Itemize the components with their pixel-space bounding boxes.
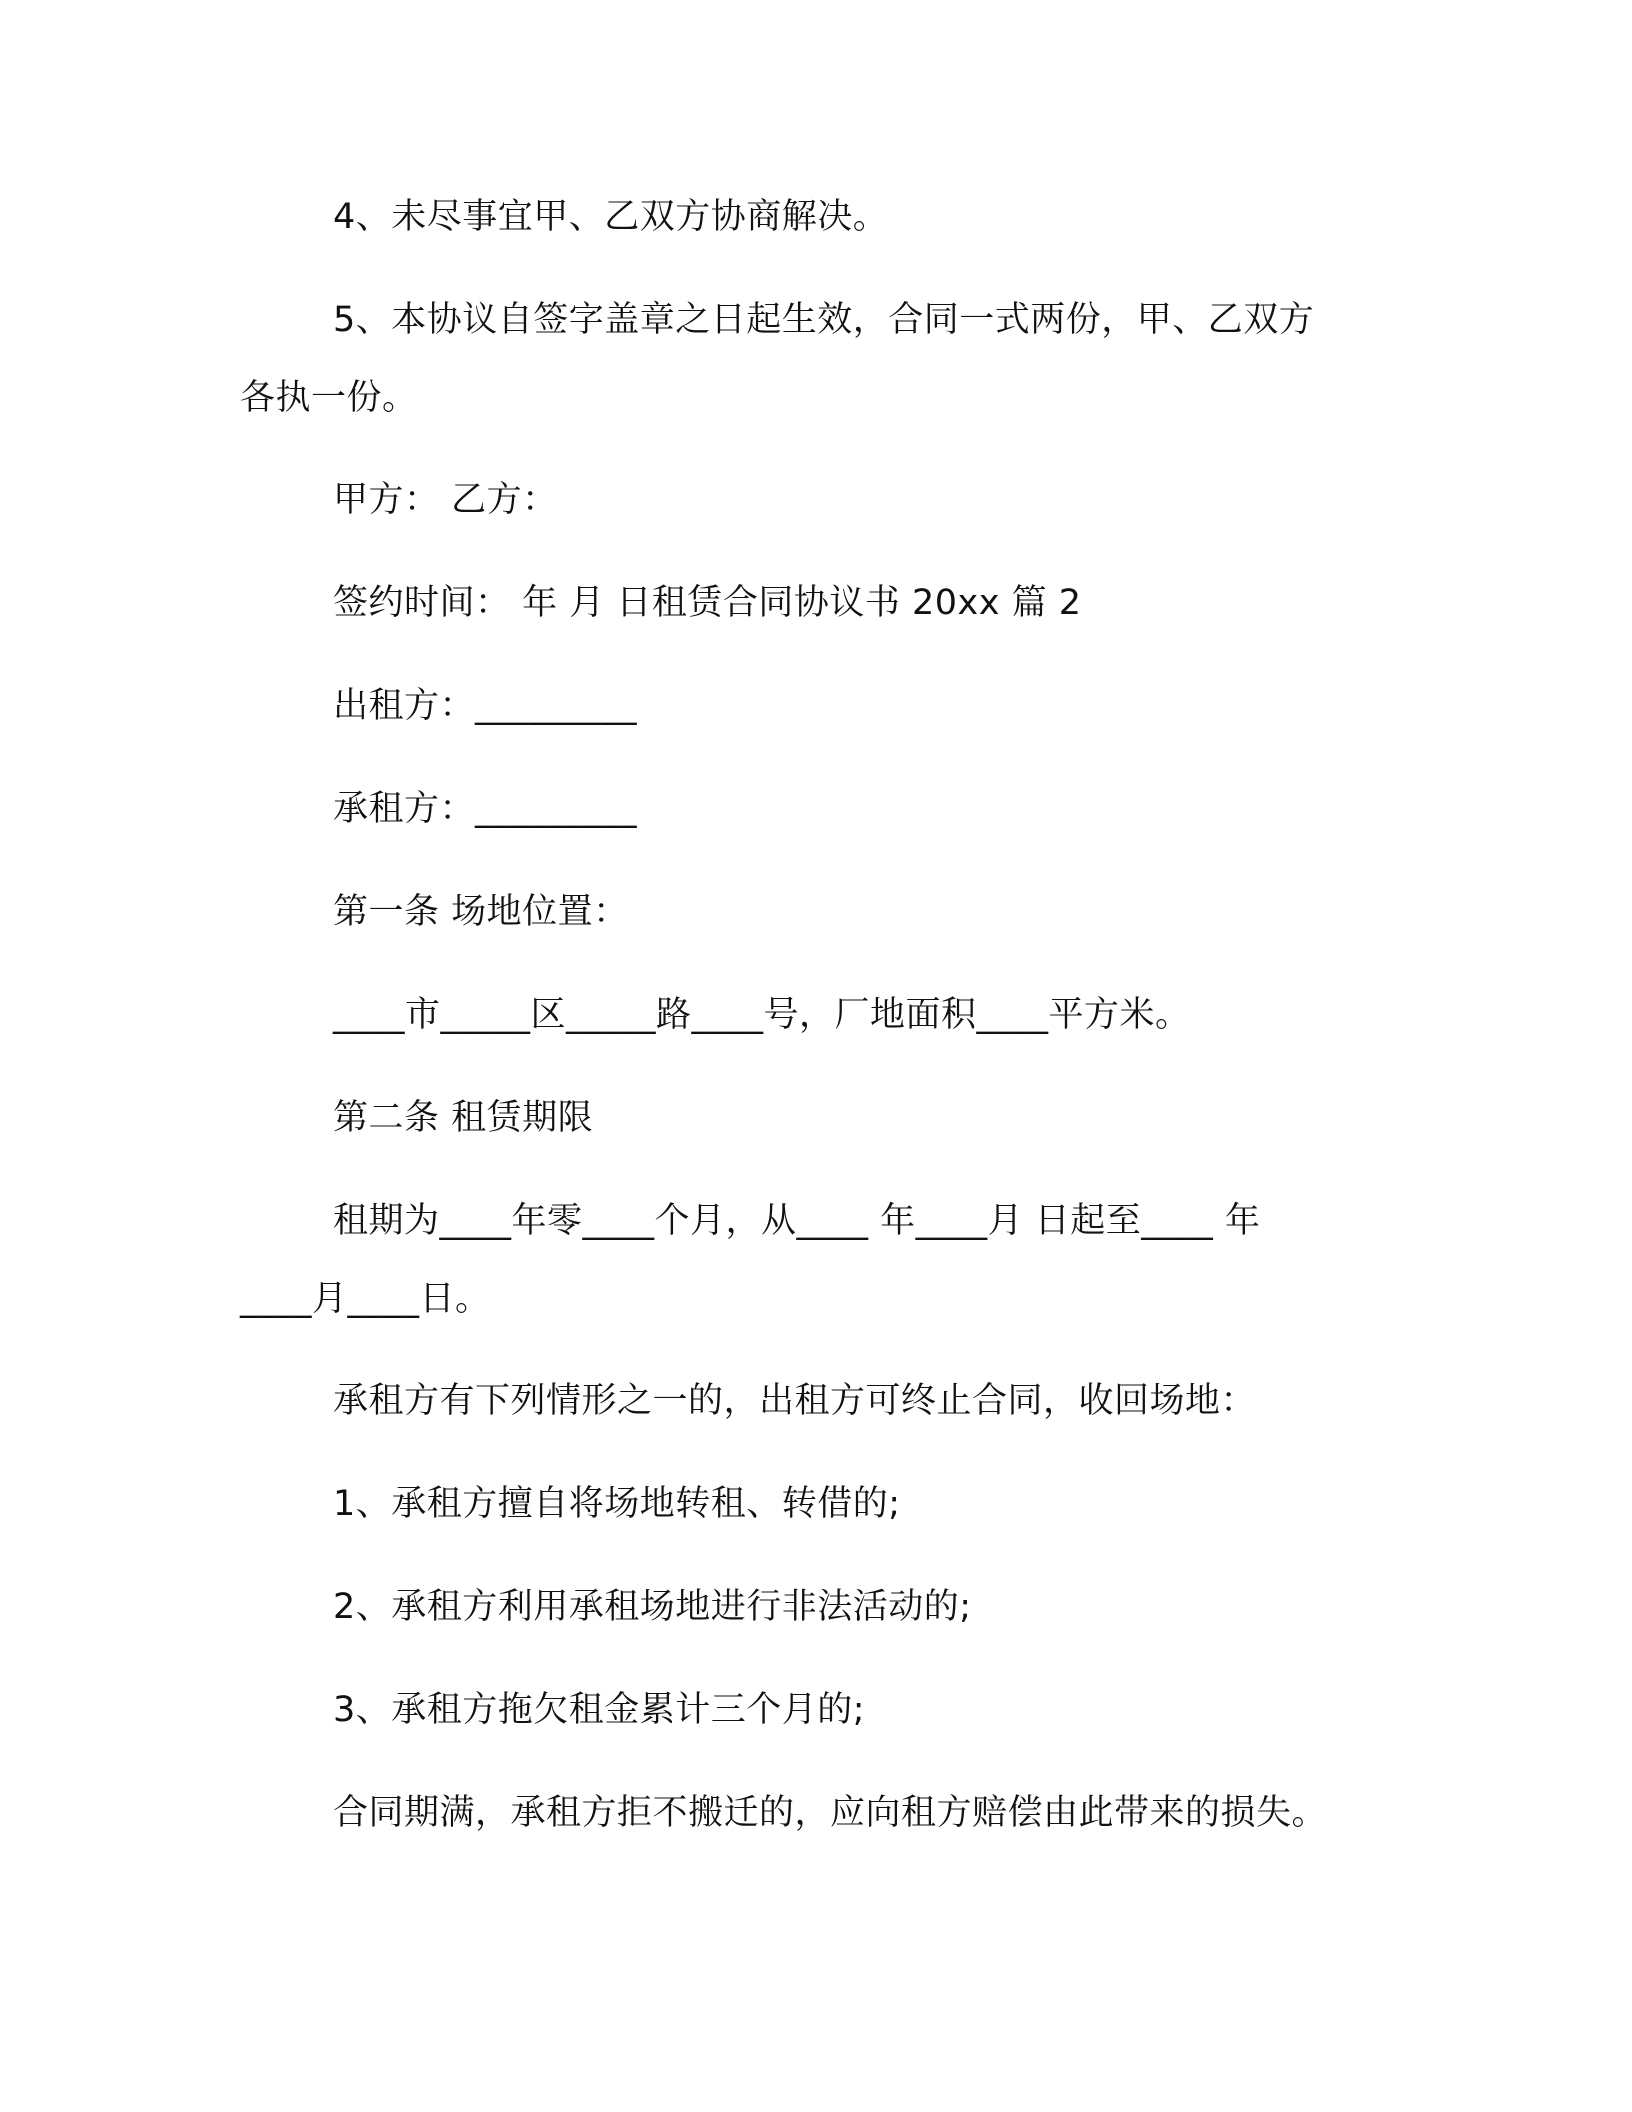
signing-date-and-title: 签约时间： 年 月 日租赁合同协议书 20xx 篇 2 [333, 583, 1082, 623]
article-2-heading: 第二条 租赁期限 [333, 1098, 594, 1138]
clause-5-continued: 各执一份。 [240, 378, 418, 418]
signature-parties: 甲方： 乙方： [333, 480, 558, 520]
termination-condition-3: 3、承租方拖欠租金累计三个月的; [333, 1690, 866, 1730]
clause-4: 4、未尽事宜甲、乙双方协商解决。 [333, 197, 889, 237]
article-1-heading: 第一条 场地位置： [333, 892, 629, 932]
clause-5: 5、本协议自签字盖章之日起生效，合同一式两份，甲、乙双方 [333, 300, 1315, 340]
lessor-field: 出租方：_________ [333, 686, 638, 726]
lease-term-text: 租期为____年零____个月，从____ 年____月 日起至____ 年 [333, 1201, 1261, 1241]
lessee-field: 承租方：_________ [333, 789, 638, 829]
contract-expiry-clause: 合同期满，承租方拒不搬迁的，应向租方赔偿由此带来的损失。 [333, 1793, 1328, 1833]
site-location-fields: ____市_____区_____路____号，厂地面积____平方米。 [333, 995, 1191, 1035]
termination-conditions-intro: 承租方有下列情形之一的，出租方可终止合同，收回场地： [333, 1381, 1257, 1421]
termination-condition-1: 1、承租方擅自将场地转租、转借的; [333, 1484, 901, 1524]
termination-condition-2: 2、承租方利用承租场地进行非法活动的; [333, 1587, 972, 1627]
lease-term-continued: ____月____日。 [240, 1279, 491, 1319]
